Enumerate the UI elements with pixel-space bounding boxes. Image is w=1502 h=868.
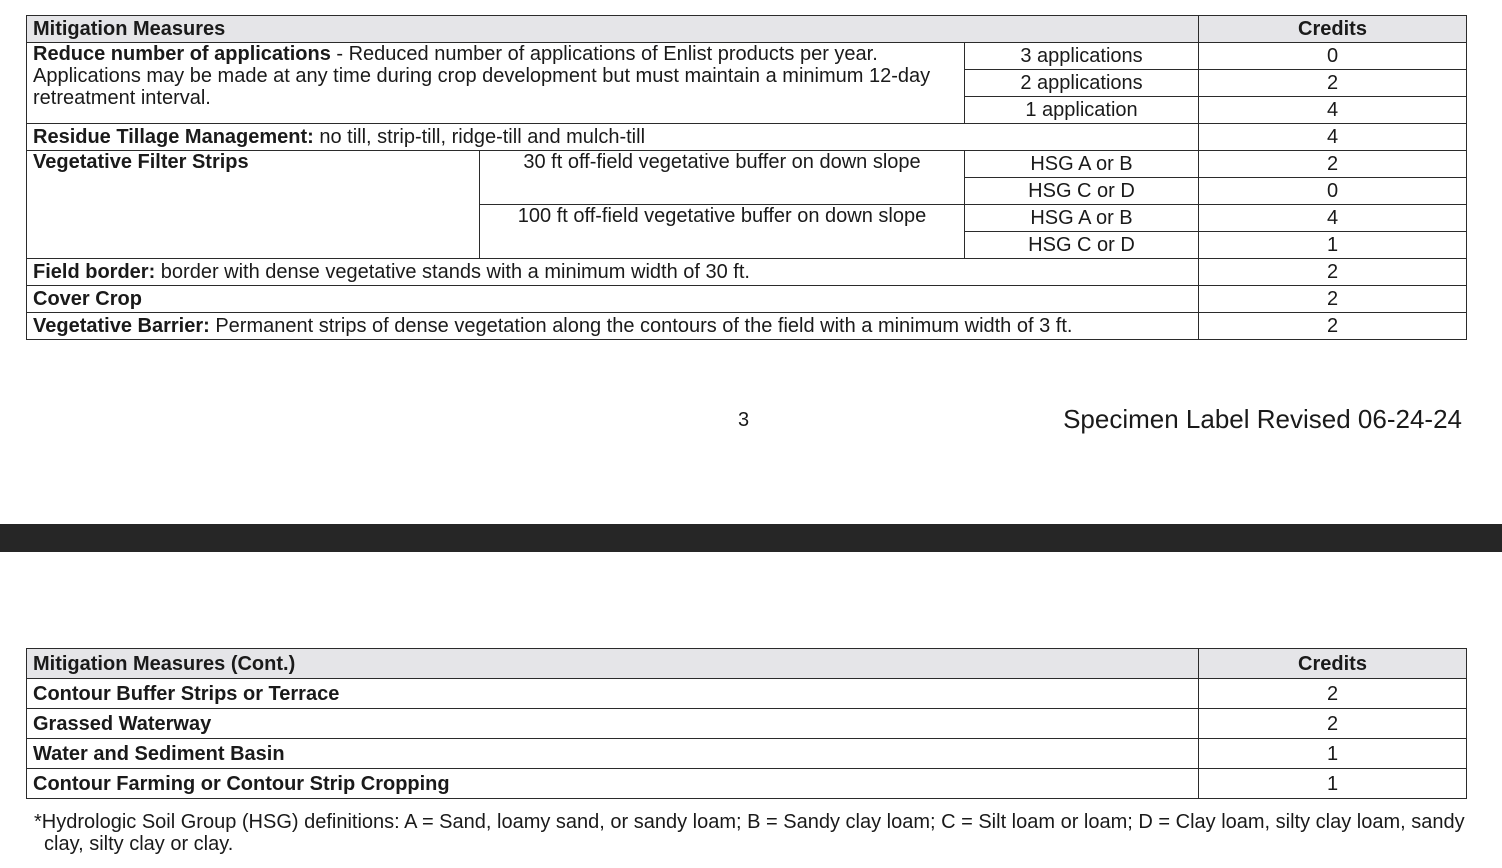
- credits-value: 2: [1199, 709, 1467, 739]
- credits-value: 2: [1199, 151, 1467, 178]
- credits-value: 1: [1199, 769, 1467, 799]
- measure-title: [27, 739, 1199, 769]
- credits-value: 0: [1199, 43, 1467, 70]
- credits-value: 1: [1199, 739, 1467, 769]
- table-row: [27, 286, 1467, 313]
- field-border-text: border with dense vegetative stands with a minimum width of 30 ft.: [155, 261, 750, 283]
- veg-barrier-text: Permanent strips of dense vegetation along the contours of the field with a minimum width of 3 ft.: [209, 315, 1073, 337]
- field-border-cell: [27, 259, 1199, 286]
- veg-barrier-title: Vegetative Barrier:: [33, 315, 210, 337]
- residue-title: Residue Tillage Management:: [33, 126, 314, 148]
- hsg-label: HSG A or B: [965, 151, 1199, 178]
- table-row: [27, 709, 1467, 739]
- buffer-100-cell: 100 ft off-field vegetative buffer on down slope: [480, 205, 965, 259]
- credits-header: Credits: [1199, 16, 1467, 43]
- measure-title-text: Contour Farming or Contour Strip Cropping: [33, 772, 450, 795]
- table-row: [27, 151, 1467, 178]
- cover-crop-cell: [27, 286, 1199, 313]
- residue-cell: [27, 124, 1199, 151]
- table-header-row: [27, 16, 1467, 43]
- specimen-label-revision: Specimen Label Revised 06-24-24: [1063, 404, 1462, 434]
- measure-title-text: Contour Buffer Strips or Terrace: [33, 682, 340, 705]
- veg-filter-cell: [27, 151, 480, 259]
- hsg-label: HSG C or D: [965, 232, 1199, 259]
- measures-header: Mitigation Measures (Cont.): [27, 649, 1199, 679]
- measure-title: [27, 709, 1199, 739]
- credits-value: 2: [1199, 259, 1467, 286]
- credits-header: Credits: [1199, 649, 1467, 679]
- reduce-applications-text: - Reduced number of applications of Enlist products per year. Applications may be made at any time during crop development but must maintain a minimum 12-day retreatment interval.: [33, 43, 931, 109]
- credits-value: 2: [1199, 313, 1467, 340]
- credits-value: 0: [1199, 178, 1467, 205]
- veg-filter-title: Vegetative Filter Strips: [33, 151, 249, 173]
- credits-value: 2: [1199, 679, 1467, 709]
- reduce-applications-cell: [27, 43, 965, 124]
- cover-crop-title: Cover Crop: [33, 288, 142, 310]
- mitigation-measures-table: [26, 15, 1467, 340]
- hsg-footnote: *Hydrologic Soil Group (HSG) definitions: A = Sand, loamy sand, or sandy loam; B = Sandy clay loam; C = Silt loam or loam; D = Clay loam, silty clay loam, sandy clay, silty clay or clay.: [34, 811, 1465, 855]
- measure-title-text: Grassed Waterway: [33, 712, 212, 735]
- option-label: 2 applications: [965, 70, 1199, 97]
- mitigation-measures-cont-table: [26, 648, 1467, 799]
- credits-value: 4: [1199, 205, 1467, 232]
- reduce-applications-title: Reduce number of applications: [33, 43, 331, 65]
- measure-title: [27, 679, 1199, 709]
- table-row: [27, 43, 1467, 70]
- hsg-label: HSG C or D: [965, 178, 1199, 205]
- table-row: [27, 679, 1467, 709]
- credits-value: 2: [1199, 70, 1467, 97]
- measure-title: [27, 769, 1199, 799]
- credits-value: 2: [1199, 286, 1467, 313]
- table-row: [27, 259, 1467, 286]
- veg-barrier-cell: [27, 313, 1199, 340]
- buffer-30-cell: 30 ft off-field vegetative buffer on down slope: [480, 151, 965, 205]
- table-row: [27, 313, 1467, 340]
- page-divider-bar: [0, 524, 1502, 552]
- page-number: 3: [738, 409, 750, 431]
- measure-title-text: Water and Sediment Basin: [33, 742, 285, 765]
- field-border-title: Field border:: [33, 261, 156, 283]
- credits-value: 4: [1199, 97, 1467, 124]
- hsg-label: HSG A or B: [965, 205, 1199, 232]
- credits-value: 4: [1199, 124, 1467, 151]
- residue-text: no till, strip-till, ridge-till and mulch-till: [313, 126, 646, 148]
- option-label: 3 applications: [965, 43, 1199, 70]
- measures-header: Mitigation Measures: [27, 16, 1199, 43]
- credits-value: 1: [1199, 232, 1467, 259]
- table-row: [27, 739, 1467, 769]
- table-row: [27, 769, 1467, 799]
- table-row: [27, 124, 1467, 151]
- option-label: 1 application: [965, 97, 1199, 124]
- table-header-row: [27, 649, 1467, 679]
